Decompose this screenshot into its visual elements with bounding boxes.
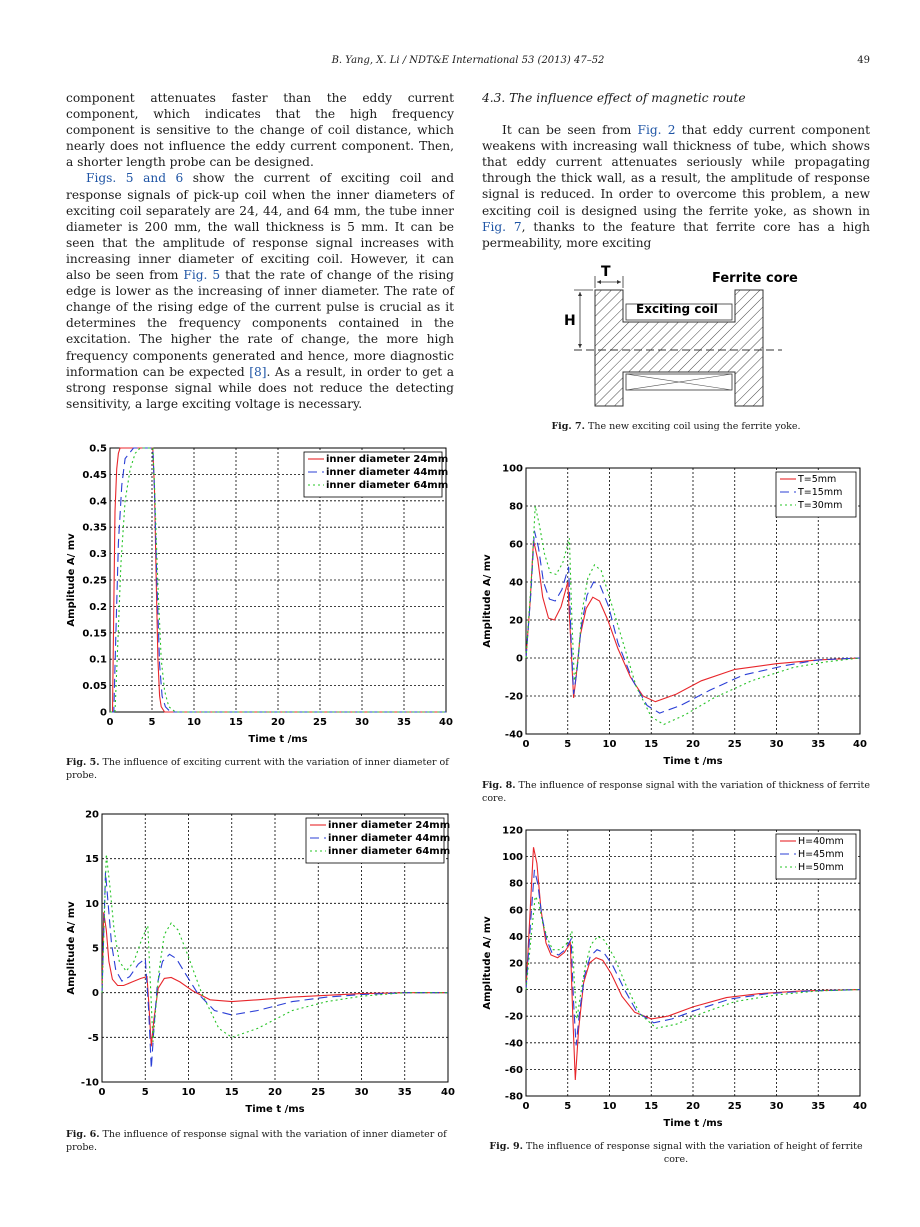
legend-label-2: inner diameter 44mm [326,467,449,478]
y-tick-label: 10 [85,898,99,910]
x-tick-label: 15 [224,1087,239,1098]
x-tick-label: 35 [811,1101,826,1112]
legend-label-3: inner diameter 64mm [326,480,449,491]
fig9-caption: Fig. 9. The influence of response signal with the variation of height of ferrite core. [489,1141,863,1165]
legend-label-1: inner diameter 24mm [328,820,451,831]
legend-label-1: inner diameter 24mm [326,454,449,465]
x-tick-label: 0 [522,1101,530,1112]
y-tick-label: 40 [509,931,523,943]
page-number: 49 [857,55,870,66]
y-tick-label: 0.45 [82,469,107,481]
left-column-text [66,90,454,412]
fig6-chart [64,806,456,1120]
x-tick-label: 10 [187,717,201,728]
x-tick-label: 10 [602,1101,617,1112]
legend-label-1: T=5mm [798,474,837,485]
y-axis-label: Amplitude A/ mv [482,554,493,648]
ferrite-yoke-svg [560,262,800,412]
y-tick-label: 0.1 [89,654,107,666]
label-H: H [564,313,576,329]
x-tick-label: 25 [311,1087,326,1098]
x-tick-label: 20 [686,739,700,750]
y-tick-label: -40 [504,729,523,741]
x-tick-label: 10 [181,1087,196,1098]
figure-link[interactable]: Fig. 2 [637,123,676,138]
x-axis-label: Time t /ms [248,734,308,745]
x-tick-label: 30 [354,1087,369,1098]
running-header: B. Yang, X. Li / NDT&E International 53 (2013) 47–52 [331,55,605,66]
y-tick-label: -10 [80,1077,99,1089]
label-exciting-coil: Exciting coil [636,302,718,316]
x-tick-label: 25 [727,1101,742,1112]
x-tick-label: 10 [602,739,617,750]
section-heading: 4.3. The influence effect of magnetic route [482,91,746,105]
x-tick-label: 0 [98,1087,106,1098]
x-tick-label: 40 [853,1101,867,1112]
y-tick-label: 100 [502,852,523,864]
y-tick-label: 20 [509,958,523,970]
legend-label-3: T=30mm [798,500,843,511]
y-tick-label: 0 [100,707,107,719]
fig9-chart [480,822,872,1134]
legend-label-2: inner diameter 44mm [328,833,451,844]
y-tick-label: 120 [502,825,523,837]
x-tick-label: 40 [853,739,867,750]
fig6-svg [64,806,456,1120]
x-tick-label: 15 [644,1101,659,1112]
fig5-chart [64,440,456,750]
y-tick-label: 80 [509,501,523,513]
x-tick-label: 15 [229,717,243,728]
legend-label-1: H=40mm [798,836,844,847]
paragraph: It can be seen from Fig. 2 that eddy current component weakens with increasing wall thickness of tube, which shows that eddy current attenuates seriously while propagating through the thick wall, as a result, the amplitude of response signal is reduced. In order to overcome this problem, a new exciting coil is designed using the ferrite yoke, as shown in Fig. 7, thanks to the feature that ferrite core has a high permeability, more exciting [482,123,870,250]
figure-link[interactable]: Figs. 5 and 6 [86,171,184,186]
x-tick-label: 20 [268,1087,282,1098]
fig9-svg [480,822,872,1134]
x-tick-label: 30 [769,1101,784,1112]
y-tick-label: 0.35 [82,522,107,534]
fig6-caption: Fig. 6. The influence of response signal with the variation of inner diameter of probe. [66,1129,447,1153]
x-tick-label: 20 [686,1101,700,1112]
x-axis-label: Time t /ms [245,1104,305,1115]
y-tick-label: 100 [502,463,523,475]
figure-link[interactable]: Fig. 5 [183,268,221,283]
legend-label-3: inner diameter 64mm [328,846,451,857]
label-T: T [601,264,611,280]
legend-label-3: H=50mm [798,862,844,873]
fig5-svg [64,440,456,750]
y-tick-label: 20 [509,615,523,627]
fig8-caption: Fig. 8. The influence of response signal with the variation of thickness of ferrite core. [482,780,870,804]
reference-link[interactable]: [8] [249,364,267,379]
y-tick-label: 0.3 [89,549,107,561]
y-tick-label: -60 [504,1064,523,1076]
y-tick-label: 0.4 [89,496,107,508]
fig7-caption: Fig. 7. The new exciting coil using the ferrite yoke. [551,421,801,432]
x-tick-label: 35 [397,1087,412,1098]
x-tick-label: 5 [564,1101,572,1112]
y-tick-label: 0.15 [82,628,107,640]
x-tick-label: 25 [727,739,742,750]
label-ferrite-core: Ferrite core [712,271,798,286]
y-tick-label: -40 [504,1038,523,1050]
figure-link[interactable]: Fig. 7 [482,219,522,234]
fig8-chart [480,460,872,772]
right-column-text [482,90,870,251]
y-tick-label: 0 [516,653,523,665]
x-axis-label: Time t /ms [663,1118,723,1129]
legend-label-2: H=45mm [798,849,844,860]
paragraph: component attenuates faster than the eddy current component, which indicates that the high frequency component is sensitive to the change of coil distance, which nearly does not influence the eddy current component. Then, a shorter length probe can be designed. [66,91,454,170]
x-tick-label: 5 [148,717,156,728]
x-tick-label: 35 [811,739,826,750]
x-tick-label: 0 [106,717,114,728]
y-axis-label: Amplitude A/ mv [66,533,77,627]
x-tick-label: 0 [522,739,530,750]
page-header [66,55,870,69]
legend-label-2: T=15mm [798,487,843,498]
y-tick-label: 60 [509,905,523,917]
x-tick-label: 30 [769,739,784,750]
x-tick-label: 15 [644,739,659,750]
y-tick-label: 40 [509,577,523,589]
x-tick-label: 40 [439,717,453,728]
y-tick-label: 80 [509,878,523,890]
y-tick-label: 0 [92,988,99,1000]
x-tick-label: 30 [355,717,369,728]
y-tick-label: 0.05 [82,681,107,693]
y-axis-label: Amplitude A/ mv [482,916,493,1010]
x-tick-label: 40 [441,1087,455,1098]
y-tick-label: -5 [87,1032,99,1044]
fig8-svg [480,460,872,772]
y-tick-label: -80 [504,1091,523,1103]
fig5-caption: Fig. 5. The influence of exciting current with the variation of inner diameter of probe. [66,757,449,781]
y-tick-label: 60 [509,539,523,551]
paragraph: Figs. 5 and 6 show the current of exciting coil and response signals of pick-up coil when the inner diameters of exciting coil separately are 24, 44, and 64 mm, the tube inner diameter is 200 mm, the wall thickness is 5 mm. It can be seen that the amplitude of response signal increases with increasing inner diameter of exciting coil. However, it can also be seen from Fig. 5 that the rate of change of the rising edge is lower as the increasing of inner diameter. The rate of change of the rising edge of the current pulse is crucial as it determines the frequency components contained in the excitation. The higher the rate of change, the more high frequency components generated and hence, more diagnostic information can be expected [8]. As a result, in order to get a strong response signal while does not reduce the detecting sensitivity, a large exciting voltage is necessary. [66,171,454,411]
y-tick-label: 0.5 [89,443,107,455]
x-axis-label: Time t /ms [663,756,723,767]
y-axis-label: Amplitude A/ mv [66,901,77,995]
x-tick-label: 35 [397,717,411,728]
x-tick-label: 20 [271,717,285,728]
x-tick-label: 5 [141,1087,149,1098]
y-tick-label: 20 [85,809,99,821]
y-tick-label: -20 [504,691,523,703]
y-tick-label: -20 [504,1011,523,1023]
fig7-diagram [560,262,800,412]
y-tick-label: 15 [85,854,99,866]
x-tick-label: 25 [313,717,327,728]
y-tick-label: 0.25 [82,575,107,587]
y-tick-label: 5 [92,943,99,955]
x-tick-label: 5 [564,739,572,750]
y-tick-label: 0.2 [89,601,107,613]
y-tick-label: 0 [516,985,523,997]
